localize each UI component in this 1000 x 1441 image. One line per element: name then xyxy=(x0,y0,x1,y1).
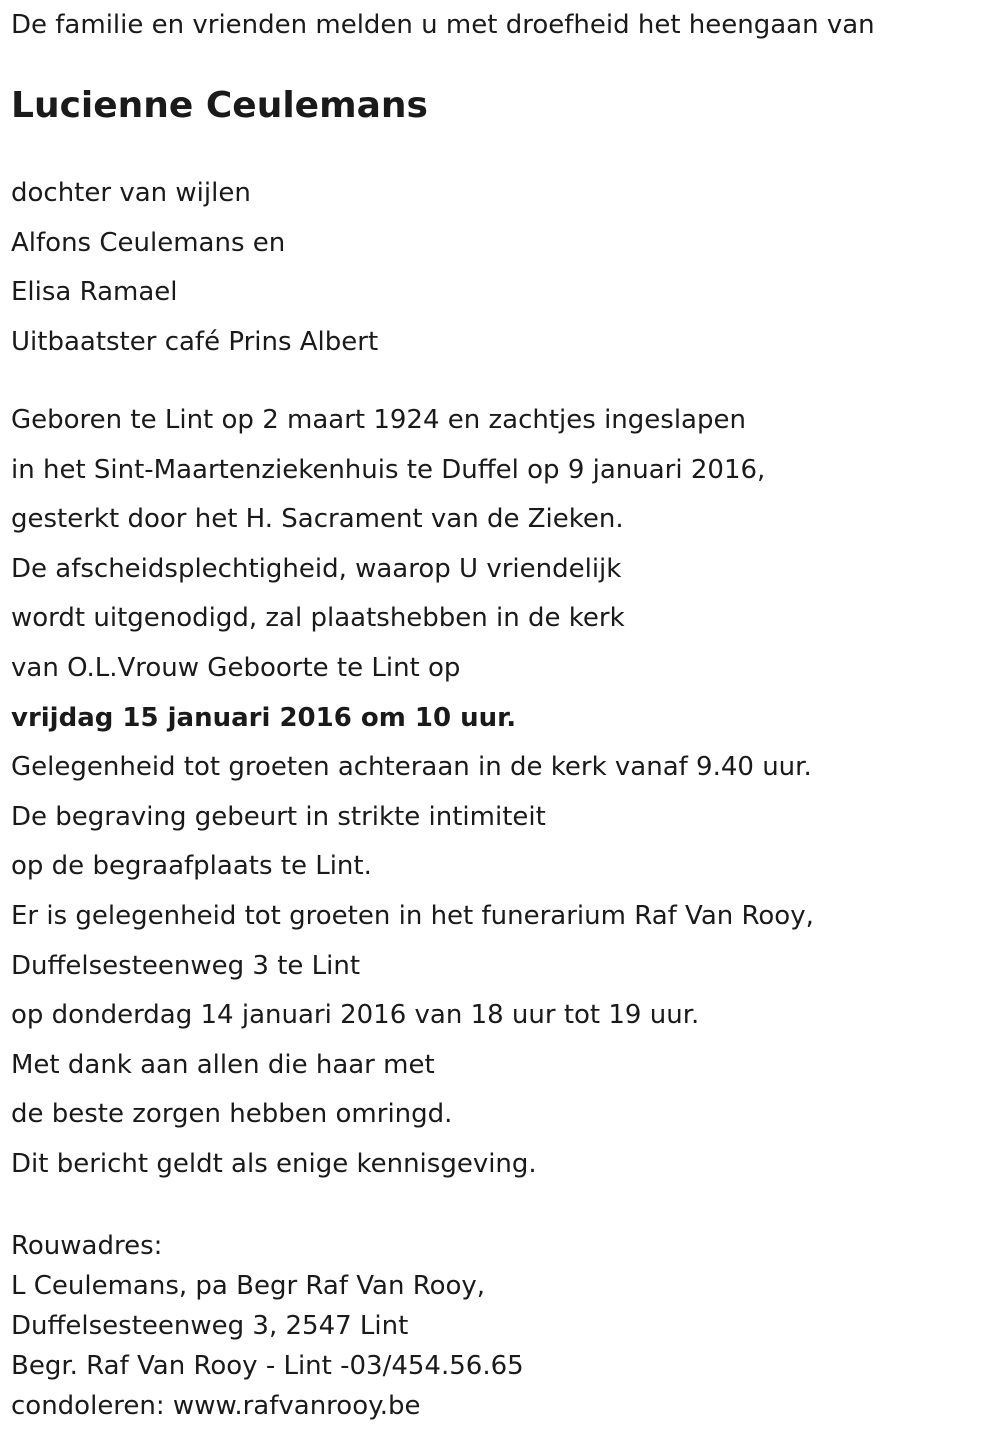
address-line: Begr. Raf Van Rooy - Lint -03/454.56.65 xyxy=(11,1351,524,1381)
body-line: gesterkt door het H. Sacrament van de Zieken. xyxy=(11,504,624,535)
body-line: in het Sint-Maartenziekenhuis te Duffel op 9 januari 2016, xyxy=(11,454,766,485)
body-line: op de begraafplaats te Lint. xyxy=(11,851,372,882)
parents-line: Uitbaatster café Prins Albert xyxy=(11,326,379,357)
intro-text: De familie en vrienden melden u met droefheid het heengaan van xyxy=(11,10,875,40)
body-line: op donderdag 14 januari 2016 van 18 uur tot 19 uur. xyxy=(11,1000,700,1031)
body-line: De begraving gebeurt in strikte intimiteit xyxy=(11,801,546,832)
parents-line: dochter van wijlen xyxy=(11,178,251,208)
body-line: Dit bericht geldt als enige kennisgeving. xyxy=(11,1148,537,1179)
body-line: wordt uitgenodigd, zal plaatshebben in de kerk xyxy=(11,603,625,634)
parents-block xyxy=(11,169,378,367)
body-line: Er is gelegenheid tot groeten in het funerarium Raf Van Rooy, xyxy=(11,900,814,931)
address-line: Duffelsesteenweg 3, 2547 Lint xyxy=(11,1311,409,1341)
parents-line: Alfons Ceulemans en xyxy=(11,227,286,258)
body-line: Duffelsesteenweg 3 te Lint xyxy=(11,950,361,981)
announcement-block xyxy=(11,396,814,1190)
body-line: vrijdag 15 januari 2016 om 10 uur. xyxy=(11,702,517,733)
body-line: Geboren te Lint op 2 maart 1924 en zachtjes ingeslapen xyxy=(11,405,746,435)
address-line: condoleren: www.rafvanrooy.be xyxy=(11,1391,421,1421)
parents-line: Elisa Ramael xyxy=(11,277,178,308)
body-line: de beste zorgen hebben omringd. xyxy=(11,1099,453,1130)
body-line: De afscheidsplechtigheid, waarop U vriendelijk xyxy=(11,553,622,584)
address-line: Rouwadres: xyxy=(11,1231,163,1261)
mourning-address-block xyxy=(11,1226,524,1426)
body-line: Met dank aan allen die haar met xyxy=(11,1049,435,1080)
body-line: van O.L.Vrouw Geboorte te Lint op xyxy=(11,652,461,683)
body-line: Gelegenheid tot groeten achteraan in de kerk vanaf 9.40 uur. xyxy=(11,752,812,783)
deceased-name: Lucienne Ceulemans xyxy=(11,85,428,126)
address-line: L Ceulemans, pa Begr Raf Van Rooy, xyxy=(11,1271,486,1301)
